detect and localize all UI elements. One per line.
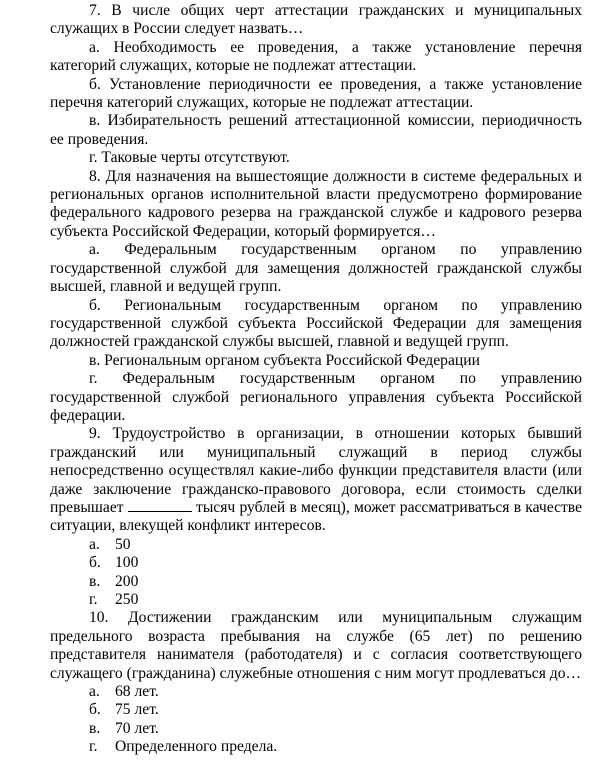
question-8-option-a: а. Федеральным государственным органом по управлению государственной службой для замещения должностей гражданской службы высшей, главной и ведущей групп. (50, 241, 582, 296)
option-letter: а. (89, 683, 100, 701)
option-letter: г. (89, 591, 98, 608)
question-8: 8. Для назначения на вышестоящие должности в системе федеральных и региональных органов исполнительной власти предусмотрено формирование федерального кадрового резерва на гражданской службе и кадрового резерва субъекта Российской Федерации, который формируется… (50, 167, 582, 240)
option-value: Определенного предела. (115, 738, 278, 756)
question-7-option-a: а. Необходимость ее проведения, а также установление перечня категорий служащих, которые не подлежат аттестации. (50, 38, 582, 75)
question-9-option-b (50, 554, 582, 572)
option-value: 75 лет. (115, 701, 159, 719)
answer-blank (128, 499, 192, 512)
option-letter: в. (89, 572, 101, 590)
option-value: 70 лет. (115, 719, 159, 737)
document-page (50, 2, 582, 757)
question-8-option-c: в. Региональным органом субъекта Российской Федерации (89, 351, 480, 369)
question-9-option-c (50, 573, 582, 591)
option-value: 200 (115, 572, 139, 590)
question-7-option-b: б. Установление периодичности ее проведения, а также установление перечня категорий служащих, которые не подлежат аттестации. (50, 75, 582, 112)
option-value: 68 лет. (115, 683, 159, 701)
question-9-text-after: тысяч рублей в месяц), может рассматриваться в качестве ситуации, влекущей конфликт интересов. (50, 498, 582, 535)
option-value: 250 (115, 591, 139, 608)
question-7-option-d: г. Таковые черты отсутствуют. (89, 149, 290, 167)
option-letter: в. (89, 719, 101, 737)
question-10: 10. Достижении гражданским или муниципальным служащим предельного возраста пребывания на службе (65 лет) по решению представителя нанимателя (работодателя) и с согласия соответствующего служащего (гражданина) служебные отношения с ним могут продлеваться до… (50, 609, 582, 682)
question-10-option-b (50, 701, 582, 719)
question-8-option-b: б. Региональным государственным органом по управлению государственной службой субъекта Российской Федерации для замещения должностей гражданской службы высшей, главной и ведущей групп. (50, 296, 582, 351)
option-letter: б. (89, 701, 101, 719)
question-9 (50, 425, 582, 535)
option-letter: а. (89, 535, 100, 553)
option-value: 50 (115, 535, 131, 553)
question-10-option-c (50, 720, 582, 738)
question-7: 7. В числе общих черт аттестации гражданских и муниципальных служащих в России следует назвать… (50, 2, 582, 38)
question-10-option-d (50, 738, 582, 756)
option-letter: г. (89, 738, 98, 756)
option-letter: б. (89, 554, 101, 572)
question-10-option-a (50, 683, 582, 701)
question-9-option-a (50, 536, 582, 554)
option-value: 100 (115, 554, 139, 572)
question-7-option-c: в. Избирательность решений аттестационной комиссии, периодичность ее проведения. (50, 112, 582, 148)
question-9-text-before: 9. Трудоустройство в организации, в отношении которых бывший гражданский или муниципальный служащий в период службы непосредственно осуществлял какие-либо функции представителя власти (или даже заключение гражданско-правового договора, если стоимость сделки превышает (50, 425, 582, 516)
question-8-option-d: г. Федеральным государственным органом по управлению государственной службой регионального управления субъекта Российской федерации. (50, 370, 582, 424)
question-9-option-d (50, 591, 582, 609)
